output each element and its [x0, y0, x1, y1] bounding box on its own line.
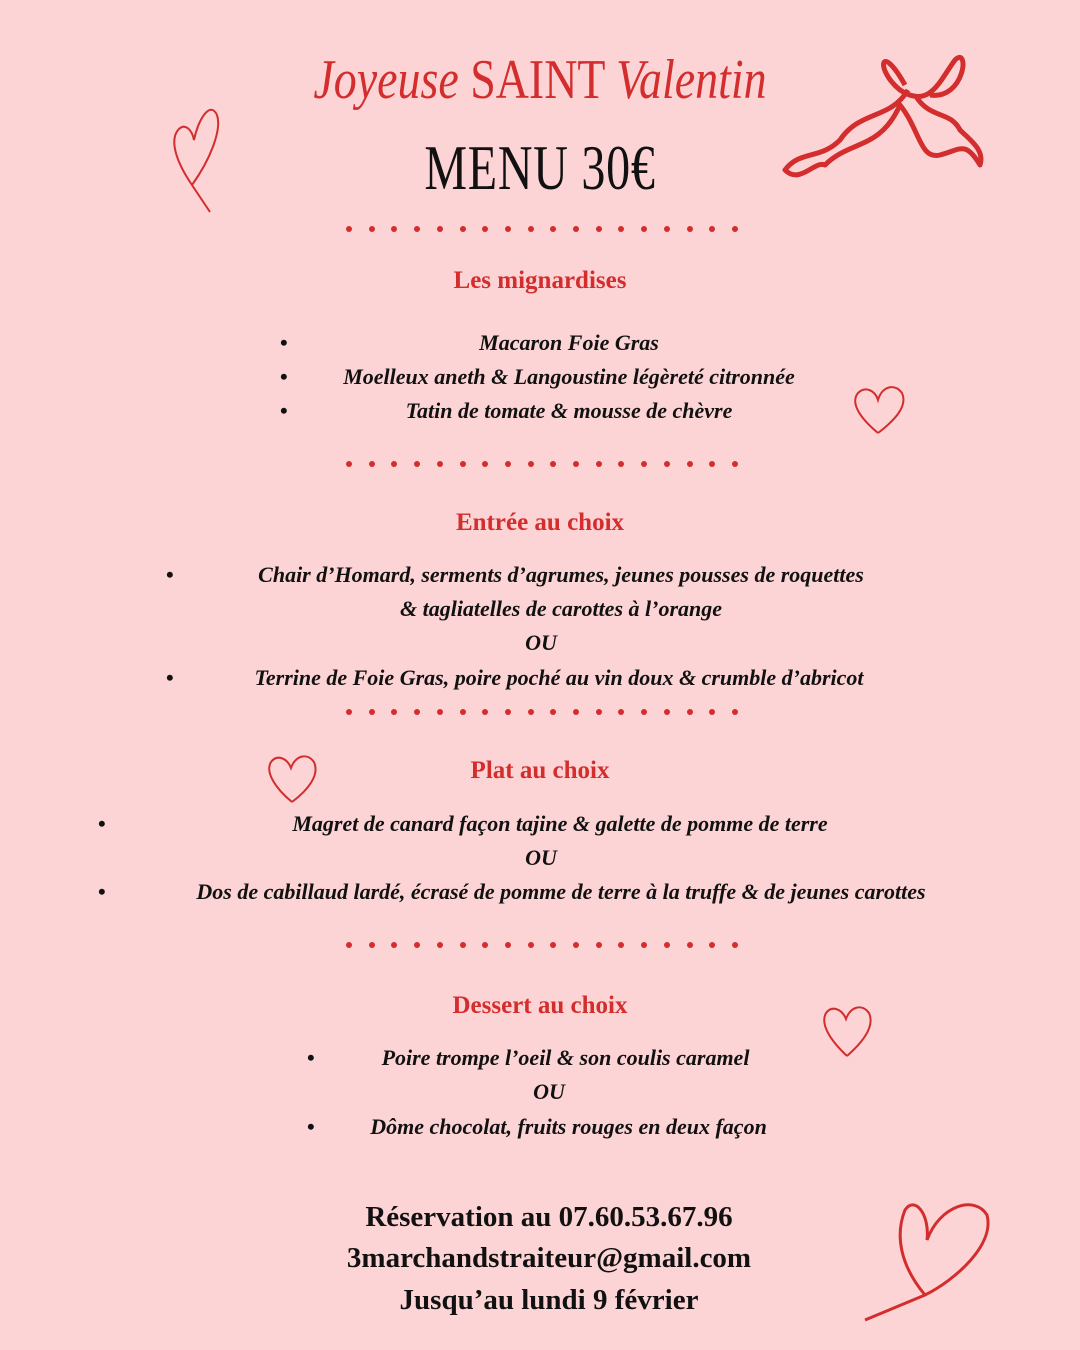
dot	[460, 942, 466, 948]
menu-item: Macaron Foie Gras	[479, 330, 659, 355]
menu-item: Tatin de tomate & mousse de chèvre	[405, 398, 733, 423]
dot	[732, 942, 738, 948]
section-heading: Entrée au choix	[455, 509, 625, 536]
dot	[460, 226, 466, 232]
bullet: •	[166, 665, 174, 690]
dot	[687, 942, 693, 948]
bullet: •	[307, 1114, 315, 1139]
dot	[391, 942, 397, 948]
dot-divider	[346, 461, 738, 469]
dot	[573, 461, 579, 467]
dot	[687, 709, 693, 715]
dot	[573, 942, 579, 948]
bullet: •	[166, 562, 174, 587]
menu-item: Chair d’Homard, serments d’agrumes, jeunes pousses de roquettes	[258, 562, 864, 587]
dot	[391, 709, 397, 715]
dot	[641, 709, 647, 715]
contact-email: 3marchandstraiteur@gmail.com	[346, 1242, 752, 1274]
or-separator: OU	[525, 845, 557, 870]
dot	[709, 942, 715, 948]
dot	[596, 942, 602, 948]
dot	[664, 942, 670, 948]
menu-item: Magret de canard façon tajine & galette de pomme de terre	[292, 811, 828, 836]
dot	[664, 461, 670, 467]
dot	[391, 226, 397, 232]
dot	[687, 461, 693, 467]
title-script-1: Joyeuse	[313, 49, 459, 111]
dot	[596, 461, 602, 467]
dot	[641, 461, 647, 467]
dot	[369, 942, 375, 948]
dot	[437, 226, 443, 232]
heart-icon	[850, 378, 910, 438]
dot	[414, 461, 420, 467]
section-heading: Les mignardises	[453, 267, 627, 294]
dot	[505, 709, 511, 715]
dot	[437, 709, 443, 715]
dot-divider	[346, 709, 738, 717]
dot	[573, 709, 579, 715]
bullet: •	[280, 398, 288, 423]
dot	[664, 709, 670, 715]
dot	[505, 226, 511, 232]
dot	[528, 461, 534, 467]
dot	[482, 942, 488, 948]
dot	[391, 461, 397, 467]
dot-divider	[346, 942, 738, 950]
dot	[346, 709, 352, 715]
menu-item: Moelleux aneth & Langoustine légèreté citronnée	[343, 364, 795, 389]
dot	[596, 226, 602, 232]
dot	[550, 709, 556, 715]
dot	[732, 461, 738, 467]
dot	[460, 461, 466, 467]
dot	[596, 709, 602, 715]
dot	[709, 226, 715, 232]
dot	[709, 709, 715, 715]
menu-item: Terrine de Foie Gras, poire poché au vin doux & crumble d’abricot	[254, 665, 864, 690]
menu-item-cont: & tagliatelles de carottes à l’orange	[399, 596, 723, 621]
bullet: •	[98, 811, 106, 836]
dot	[369, 461, 375, 467]
dot	[482, 226, 488, 232]
dot	[414, 942, 420, 948]
dot	[641, 942, 647, 948]
section-heading: Plat au choix	[470, 757, 610, 784]
heart-icon	[820, 1000, 875, 1060]
dot	[414, 709, 420, 715]
dot	[460, 709, 466, 715]
dot	[482, 461, 488, 467]
dot	[550, 942, 556, 948]
dot	[369, 226, 375, 232]
dot	[528, 709, 534, 715]
ribbon-bow-icon	[780, 40, 990, 190]
heart-icon	[265, 750, 320, 805]
dot	[709, 461, 715, 467]
dot	[414, 226, 420, 232]
dot-divider	[346, 226, 738, 234]
bullet: •	[280, 330, 288, 355]
menu-item: Dôme chocolat, fruits rouges en deux façon	[370, 1114, 767, 1139]
dot	[687, 226, 693, 232]
dot	[550, 226, 556, 232]
dot	[664, 226, 670, 232]
dot	[369, 709, 375, 715]
dot	[618, 709, 624, 715]
section-heading: Dessert au choix	[452, 992, 628, 1019]
dot	[641, 226, 647, 232]
dot	[528, 942, 534, 948]
bullet: •	[307, 1045, 315, 1070]
or-separator: OU	[525, 630, 557, 655]
bullet: •	[98, 879, 106, 904]
dot	[618, 461, 624, 467]
dot	[528, 226, 534, 232]
heart-icon	[170, 100, 230, 215]
dot	[346, 461, 352, 467]
or-separator: OU	[533, 1079, 565, 1104]
dot	[550, 461, 556, 467]
menu-item: Dos de cabillaud lardé, écrasé de pomme de terre à la truffe & de jeunes carottes	[196, 879, 926, 904]
dot	[618, 226, 624, 232]
heart-icon	[865, 1195, 995, 1325]
dot	[505, 942, 511, 948]
dot	[437, 942, 443, 948]
dot	[482, 709, 488, 715]
bullet: •	[280, 364, 288, 389]
reservation-phone: Réservation au 07.60.53.67.96	[365, 1201, 733, 1233]
dot	[346, 226, 352, 232]
dot	[573, 226, 579, 232]
dot	[732, 709, 738, 715]
dot	[346, 942, 352, 948]
menu-item: Poire trompe l’oeil & son coulis caramel	[381, 1045, 750, 1070]
title-script-2: Valentin	[616, 49, 767, 111]
title-caps: SAINT	[470, 49, 605, 111]
dot	[618, 942, 624, 948]
dot	[437, 461, 443, 467]
dot	[505, 461, 511, 467]
reservation-deadline: Jusqu’au lundi 9 février	[399, 1284, 699, 1316]
dot	[732, 226, 738, 232]
menu-price: MENU 30€	[424, 132, 656, 203]
